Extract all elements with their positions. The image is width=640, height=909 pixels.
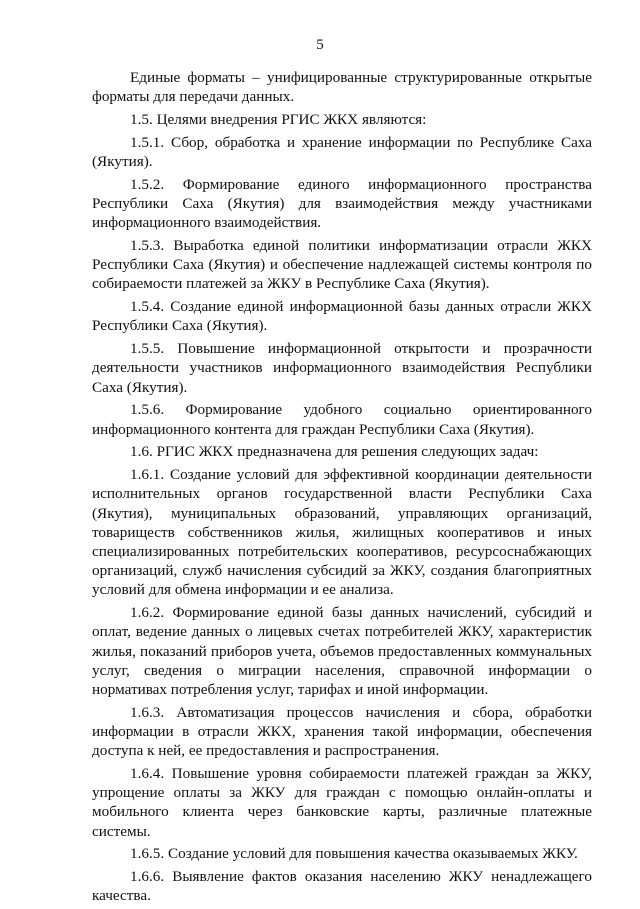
paragraph-1-6-2: 1.6.2. Формирование единой базы данных начислений, субсидий и оплат, ведение данных о лицевых счетах потребителей ЖКУ, характеристик жилья, показаний приборов учета, объемов предоставленных коммунальных услуг, сведения о миграции населения, справочной информации о нормативах потребления услуг, тарифах и иной информации. <box>92 604 592 699</box>
paragraph-1-5-5: 1.5.5. Повышение информационной открытости и прозрачности деятельности участников информационного взаимодействия Республики Саха (Якутия). <box>92 340 592 396</box>
paragraph-1-6-3: 1.6.3. Автоматизация процессов начисления и сбора, обработки информации в отрасли ЖКХ, хранения такой информации, обеспечения доступа к ней, ее предоставления и распространения. <box>92 703 592 760</box>
document-body <box>92 68 592 909</box>
paragraph-definition: Единые форматы – унифицированные структурированные открытые форматы для передачи данных. <box>92 69 592 106</box>
paragraph-1-6-5: 1.6.5. Создание условий для повышения качества оказываемых ЖКУ. <box>130 845 578 863</box>
paragraph-section-1-5: 1.5. Целями внедрения РГИС ЖКХ являются: <box>130 111 427 128</box>
page-number: 5 <box>316 37 324 53</box>
paragraph-1-5-4: 1.5.4. Создание единой информационной базы данных отрасли ЖКХ Республики Саха (Якутия). <box>92 298 592 335</box>
paragraph-1-5-2: 1.5.2. Формирование единого информационного пространства Республики Саха (Якутия) для взаимодействия между участниками информационного взаимодействия. <box>92 175 592 232</box>
paragraph-1-5-6: 1.5.6. Формирование удобного социально ориентированного информационного контента для граждан Республики Саха (Якутия). <box>92 401 592 438</box>
paragraph-1-6-6: 1.6.6. Выявление фактов оказания населению ЖКУ ненадлежащего качества. <box>92 868 592 905</box>
paragraph-1-5-3: 1.5.3. Выработка единой политики информатизации отрасли ЖКХ Республики Саха (Якутия) и обеспечение надлежащей системы контроля по собираемости платежей за ЖКУ в Республике Саха (Якутия). <box>92 237 592 293</box>
paragraph-section-1-6: 1.6. РГИС ЖКХ предназначена для решения следующих задач: <box>130 443 539 461</box>
paragraph-1-6-4: 1.6.4. Повышение уровня собираемости платежей граждан за ЖКУ, упрощение оплаты за ЖКУ для граждан с помощью онлайн-оплаты и мобильного клиента через банковские карты, различные платежные системы. <box>92 765 592 840</box>
paragraph-1-6-1: 1.6.1. Создание условий для эффективной координации деятельности исполнительных органов государственной власти Республики Саха (Якутия), муниципальных образований, управляющих организаций, товариществ собственников жилья, жилищных кооперативов и иных специализированных потребительских кооперативов, ресурсоснабжающих организаций, служб начисления субсидий за ЖКУ, создания благоприятных условий для обмена информации и ее анализа. <box>92 466 592 599</box>
paragraph-1-5-1: 1.5.1. Сбор, обработка и хранение информации по Республике Саха (Якутия). <box>92 133 592 170</box>
